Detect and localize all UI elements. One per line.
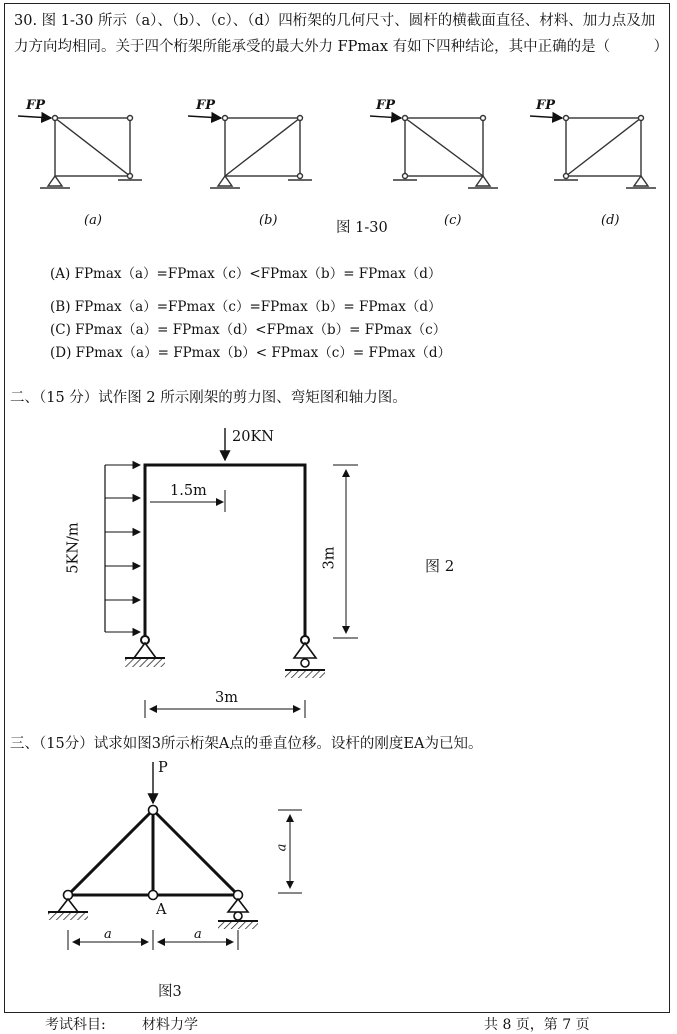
frame-figure-2 [105,428,358,718]
question-3-heading: 三、（15分）试求如图3所示桁架A点的垂直位移。设杆的刚度EA为已知。 [10,736,483,752]
dist-load-label: 5KN/m [65,522,82,574]
footer-subject-label: 考试科目: [45,1017,106,1033]
load-20kn-label: 20KN [232,429,274,445]
option-b: (B) FPmax（a）=FPmax（c）=FPmax（b）= FPmax（d） [50,299,442,315]
dim-a-right-label: a [194,927,202,942]
truss-d [530,116,656,189]
question-2-heading: 二、（15 分）试作图 2 所示刚架的剪力图、弯矩图和轴力图。 [10,390,407,406]
sub-label-c: (c) [444,213,462,228]
force-label-c: FP [376,98,396,113]
force-label-a: FP [26,98,46,113]
force-label-d: FP [536,98,556,113]
truss-b [188,116,312,189]
option-c: (C) FPmax（a）= FPmax（d）<FPmax（b）= FPmax（c） [50,322,447,338]
force-label-b: FP [196,98,216,113]
option-d: (D) FPmax（a）= FPmax（b）< FPmax（c）= FPmax（d） [50,345,452,361]
dim-height-3m-label: 3m [321,546,338,570]
footer-subject: 材料力学 [142,1017,198,1033]
truss-c [370,116,498,189]
question-30-text: 30. 图 1-30 所示（a）、（b）、（c）、（d）四桁架的几何尺寸、圆杆的横截面直径、材料、加力点及加力方向均相同。关于四个桁架所能承受的最大外力 FPmax 有如下四种结论，其中正确的是（ ） [14,13,669,55]
sub-label-d: (d) [601,213,620,228]
truss-figure-3 [68,810,238,895]
truss-a [18,116,142,189]
dim-width-3m-label: 3m [215,690,238,706]
dim-a-left-label: a [104,927,112,942]
sub-label-a: (a) [84,213,102,228]
fig-3-caption: 图3 [158,984,182,1000]
option-a: (A) FPmax（a）=FPmax（c）<FPmax（b）= FPmax（d） [50,266,442,282]
dim-a-height-label: a [274,843,290,852]
load-p-label: P [158,760,168,776]
fig-1-30-caption: 图 1-30 [336,220,388,236]
dim-1-5m-label: 1.5m [170,483,207,499]
node-a-label: A [156,902,167,918]
sub-label-b: (b) [259,213,278,228]
fig-2-caption: 图 2 [425,557,455,575]
footer-page-info: 共 8 页，第 7 页 [484,1017,590,1033]
